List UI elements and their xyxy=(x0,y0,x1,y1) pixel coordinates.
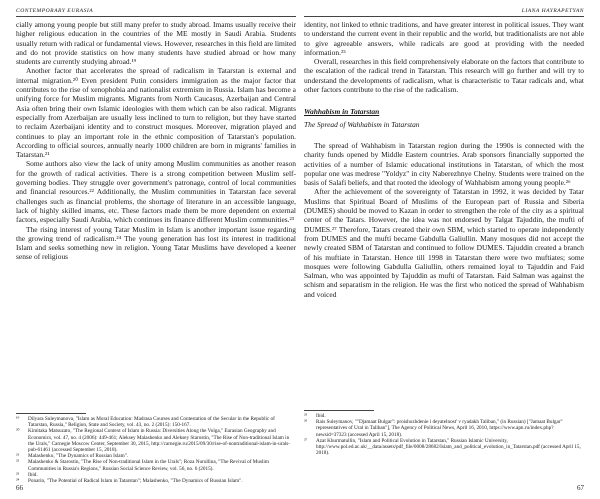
footnote-number: ²⁶ xyxy=(304,419,308,426)
footnote xyxy=(16,416,296,428)
paragraph: identity, not linked to ethnic traditions, and have greater interest in political issues. They want to understand the current event in their republic and the world, but traditionalists are not able to give agreeable answers, while radicals are good at providing with the needed information.²⁵ xyxy=(304,20,584,57)
footnote xyxy=(16,459,296,471)
footnote-text: Dilyara Suleymanova, "Islam as Moral Education: Madrasa Courses and Contestation of the Secular in the Republic of Tatarstan, Russia," Religion, State and Society, vol. 43, no. 2 (2015): 150-167. xyxy=(28,416,275,429)
paragraph: The rising interest of young Tatar Muslim in Islam is another important issue regarding the growing trend of radicalism.²⁴ The young generation has lost its interest in traditional Islam and seeks something new in religion. Young Tatar Muslims have developed a keener sense of religious xyxy=(16,224,296,262)
paragraph: Overall, researches in this field comprehensively elaborate on the factors that contribute to the escalation of the radical trend in Tatarstan. This research will go further and will try to understand the developments of radicalism, what is characteristic to Tatar radicals and, what other factors contribute to the rise of the radicalism. xyxy=(304,57,584,95)
footnote-rule xyxy=(304,410,374,411)
paragraph: Another factor that accelerates the spread of radicalism in Tatarstan is external and internal migration.²⁰ Even president Putin considers immigration as the major factor that contributes to the rise of xenophobia and nationalist extremism in Russia. Islam has become a unifying force for Muslim migrants. Migrants from North Caucasus, Azerbaijan and Central Asia often bring their own Islamic ideologies with them which can be also radical. Migrants especially from Azerbaijan are usually less inclined to turn to religion, but they have started to reclaim Azerbaijani identity and to construct mosques. Moreover, migration played and continues to play an important role in the ethnic composition of Tatarstan's population. According to official sources, annually nearly 1000 children are born in migrants' families in Tatarstan.²¹ xyxy=(16,66,296,160)
footnote-number: ¹⁹ xyxy=(16,416,20,422)
paragraph: Some authors also view the lack of unity among Muslim communities as another reason for the growth of radical activities. There is a strong competition between Muslim self-governing bodies. They struggle over government's patronage, control of local communities and financial resources.²² Additionally, the Muslim communities in Tatarstan face several challenges such as financial problems, the shortage of literature in an accessible language, lack of highly skilled imams, etc. These factors made them be more dependent on external factors, especially Saudi Arabia, which continues its finance different Muslim communities.²³ xyxy=(16,159,296,225)
footnote-text: Malashenko & Starostin, "The Rise of Non-traditional Islam in the Urals"; Rozа Nurullina, "The Revival of Muslim Communities in Russia's Regions," Russian Social Science Review, vol. 56, no. 6 (2015). xyxy=(28,459,269,472)
footnote xyxy=(16,428,296,453)
paragraph: cially among young people but still many prefer to study abroad. Imams usually receive their higher religious education in the countries of the ME mostly in Saudi Arabia. Students usually return with radical or fundamental views. However, researches in this field are limited and do not provide statistics on how many students have studied abroad or how many students are currently studying abroad.¹⁹ xyxy=(16,20,296,67)
footnote-number: ²⁷ xyxy=(304,437,308,444)
footnote-text: Azat Khurmatullin, "Islam and Political Evolution in Tatarstan," Russian Islamic University, http://www.pol.ed.ac.uk/__data/assets/pdf_file/0008/28682/Islam_and_political_evolution_in_Tatarstan.pdf (accessed April 15, 2018). xyxy=(316,437,581,457)
section-heading-block xyxy=(304,107,584,129)
footnote-text: Ponarin, "The Potential of Radical Islam in Tatarstan"; Malashenko, "The Dynamics of Russian Islam". xyxy=(28,478,243,485)
footnote-number: ²⁰ xyxy=(16,428,20,435)
right-footnotes xyxy=(304,410,584,456)
left-footnotes xyxy=(16,413,296,484)
footnote-number: ²³ xyxy=(16,471,20,478)
paragraph: After the achievement of the sovereignty of Tatarstan in 1992, it was decided by Tatar Muslims that Spiritual Board of Muslims of the European part of Russia and Siberia (DUMES) should be moved to Kazan in order to strengthen the role of the city as a spiritual center of the Tatars. However, the idea was not endorsed by Talgat Tajuddin, the mufti of DUMES.²⁷ Therefore, Tatars created their own SBM, which started to operate independently from DUMES and the mufti became Gabdulla Galiullin. Many mosques did not accept the newly created SBM of Tatarstan and continued to follow DUMES. Tajuddin created a branch of his muftiate in Tatarstan. Hence till 1998 in Tatarstan there were two muftiates; some mosques were following Gabdulla Galiullin, others remained loyal to Tajuddin and Faid Salman, who was appointed by Tajuddin as mufti of Tatarstan. Faid Salman was against the schism and separatism in the religion. He was the first who noticed the spread of Wahhabism and voiced xyxy=(304,187,584,299)
header-rule-left xyxy=(16,16,296,17)
footnote xyxy=(304,419,584,438)
footnote-rule xyxy=(16,413,86,414)
footnote-text: Kimitaka Matsuzato, "The Regional Context of Islam in Russia: Diversities Along the Volga," Eurasian Geography and Economics, vol. 47, no. 4 (2006): 449-461; Aleksey Malashenko and Aleksey Starostin, "The Rise of Non-traditional Islam in the Urals," Carnegie Moscow Center, September 30, 2015, http://carnegie.ru/2015/09/30/rise-of-nontraditional-islam-in-urals-pub-61461 (accessed September 15, 2018). xyxy=(28,428,290,454)
footnote-number: ²¹ xyxy=(16,453,20,460)
section-title: Wahhabism in Tatarstan xyxy=(304,107,380,117)
right-page-body xyxy=(304,20,584,299)
section-subtitle: The Spread of Wahhabism in Tatarstan xyxy=(304,119,420,129)
footnote-text: Rais Suleymanov, ""Djamaat Bulgar": proishozhdenie i deyatelnost' v ryadakh Taliban," (in Russian) ["Jamaat Bulgar" representatives of Ural in Taliban"], The Agency of Political News, April 16, 2010, https://www.apn.ru/index.php?newsid=37323 (accessed April 15, 2018). xyxy=(316,419,563,438)
left-page-body xyxy=(16,20,296,262)
footnote xyxy=(304,438,584,457)
running-header-left: CONTEMPORARY EURASIA xyxy=(16,8,94,14)
footnote-text: Malashenko, "The Dynamics of Russian Islam". xyxy=(28,453,129,460)
footnote-number: ²⁴ xyxy=(16,478,20,485)
footnote-number: ²² xyxy=(16,459,20,466)
footnote xyxy=(16,478,296,484)
header-rule-right xyxy=(304,16,584,17)
page-number-right: 67 xyxy=(577,484,584,492)
paragraph: The spread of Wahhabism in Tatarstan region during the 1990s is connected with the charity funds opened by Middle Eastern countries. Arab sponsors financially supported the activities of a number of Islamic educational institutions in Tatarstan, of which the most popular one was medrese "Yoldyz" in city Naberezhnye Chelny. Students were trained on the basis of Salafi beliefs, and that rooted the ideology of Wahhabism among young people.²⁶ xyxy=(304,140,584,188)
footnote-text: Ibid. xyxy=(316,413,326,419)
footnote-text: Ibid. xyxy=(28,471,38,478)
footnote-number: ²⁵ xyxy=(304,413,308,419)
page-number-left: 66 xyxy=(16,484,23,492)
running-header-right: LIANA HAYRAPETYAN xyxy=(521,8,584,14)
